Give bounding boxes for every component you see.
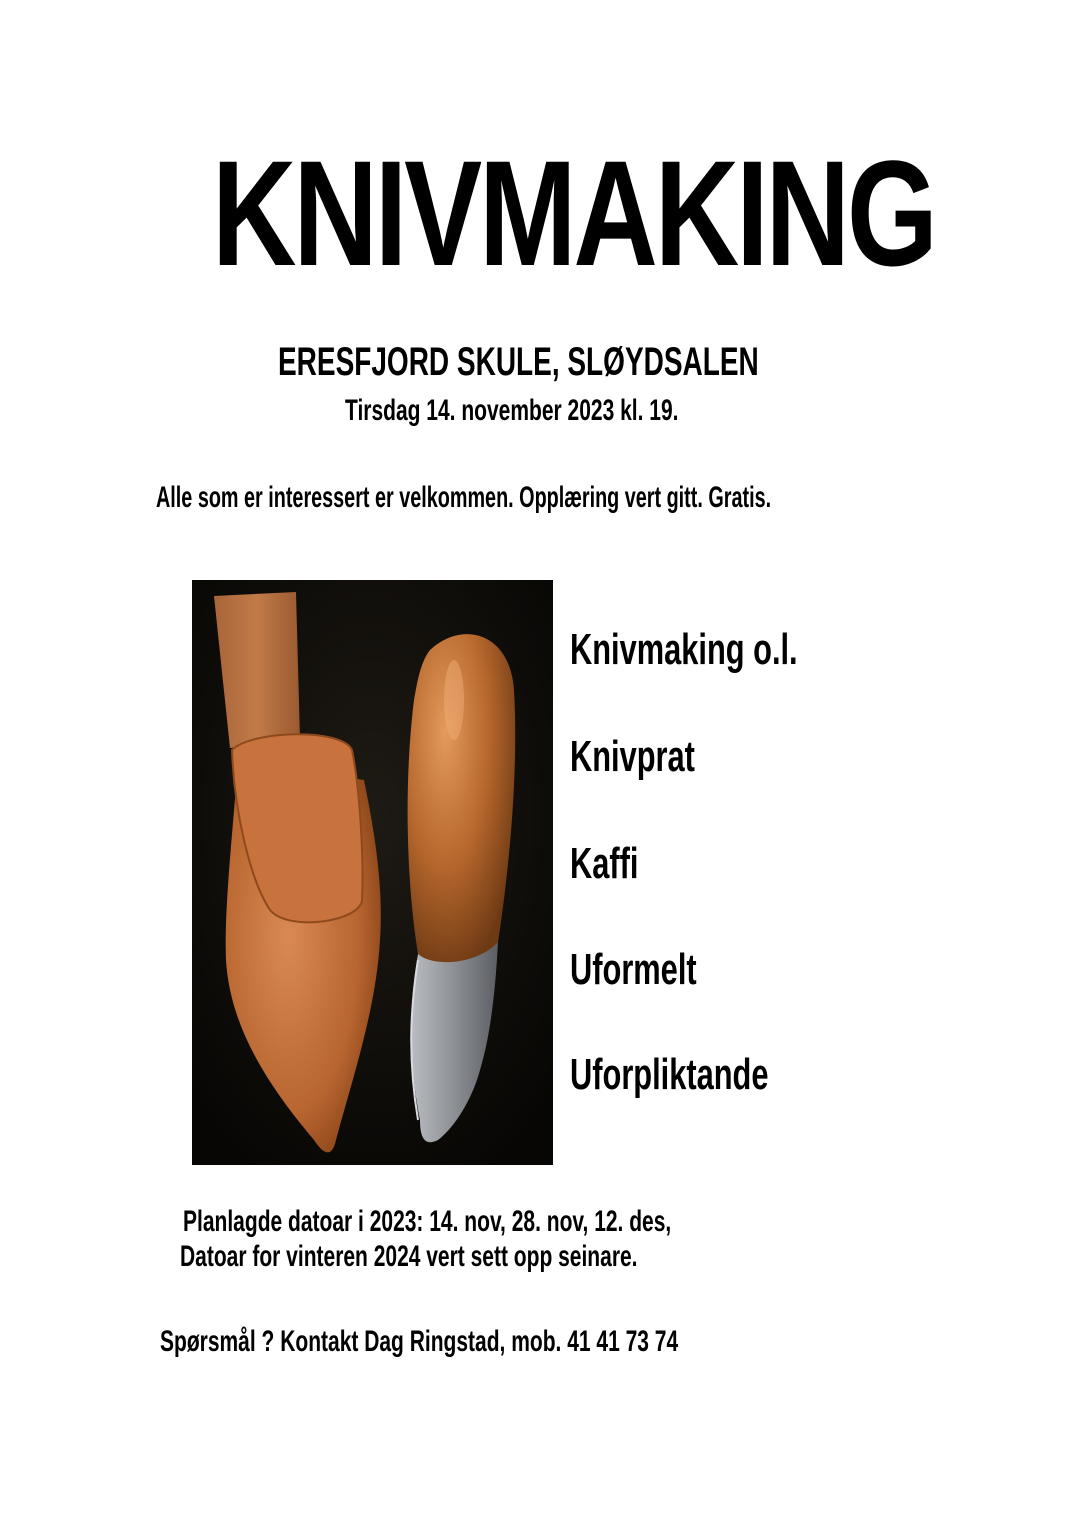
event-date: Tirsdag 14. november 2023 kl. 19. xyxy=(345,394,679,427)
feature-item: Kaffi xyxy=(570,839,639,888)
poster-title: KNIVMAKING xyxy=(212,129,935,297)
feature-item: Uforpliktande xyxy=(570,1050,769,1099)
winter-dates-note: Datoar for vinteren 2024 vert sett opp seinare. xyxy=(180,1240,638,1273)
feature-item: Knivmaking o.l. xyxy=(570,625,798,674)
welcome-text: Alle som er interessert er velkommen. Opplæring vert gitt. Gratis. xyxy=(156,481,772,514)
feature-item: Knivprat xyxy=(570,732,695,781)
contact-info: Spørsmål ? Kontakt Dag Ringstad, mob. 41 41 73 74 xyxy=(160,1325,679,1358)
knife-photo xyxy=(192,580,553,1165)
handle-highlight xyxy=(444,660,464,740)
venue-heading: ERESFJORD SKULE, SLØYDSALEN xyxy=(278,340,759,384)
planned-dates: Planlagde datoar i 2023: 14. nov, 28. nov, 12. des, xyxy=(183,1205,672,1238)
feature-item: Uformelt xyxy=(570,945,697,994)
